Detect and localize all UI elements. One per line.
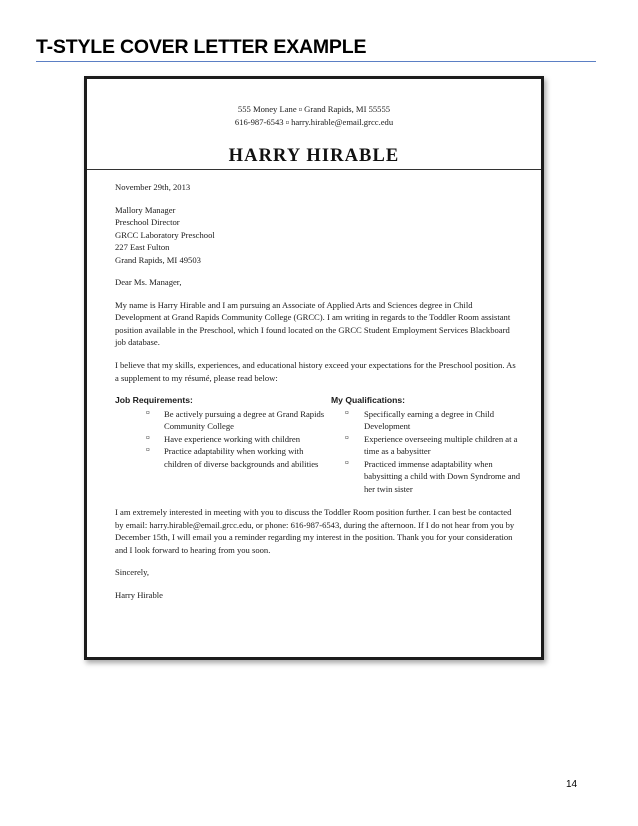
requirement-item [115, 445, 325, 470]
bullet-icon: ¤ [146, 432, 150, 442]
qualifications-heading: My Qualifications: [331, 395, 406, 406]
requirement-text: Practice adaptability when working with children of diverse backgrounds and abilities [164, 446, 319, 469]
bullet-icon: ¤ [146, 407, 150, 417]
requirement-item [115, 433, 325, 446]
email-address: harry.hirable@email.grcc.edu [291, 116, 394, 127]
recipient-line: Preschool Director [115, 217, 180, 228]
qualification-item [331, 408, 531, 433]
street-address: 555 Money Lane [237, 104, 297, 114]
separator-icon: ¤ [298, 106, 303, 114]
recipient-line: Mallory Manager [115, 204, 176, 215]
contact-line-1 [87, 103, 541, 116]
qualification-text: Practiced immense adaptability when babysitting a child with Down Syndrome and her twin sister [364, 458, 521, 494]
contact-block [87, 103, 541, 129]
contact-line-2 [87, 116, 541, 129]
bullet-icon: ¤ [345, 432, 349, 442]
qualification-text: Specifically earning a degree in Child Development [364, 408, 495, 432]
bullet-icon: ¤ [345, 457, 349, 467]
qualification-item [331, 458, 531, 496]
requirement-text: Have experience working with children [164, 433, 301, 444]
cover-letter-image [84, 76, 544, 660]
qualifications-column [331, 394, 531, 495]
t-table [115, 394, 521, 506]
recipient-line: Grand Rapids, MI 49503 [115, 254, 201, 265]
separator-icon: ¤ [285, 118, 290, 127]
job-requirements-heading: Job Requirements: [115, 395, 193, 406]
bullet-icon: ¤ [146, 445, 150, 455]
letter-body [115, 181, 521, 611]
page-title: T-STYLE COVER LETTER EXAMPLE [36, 36, 367, 58]
qualification-item [331, 433, 531, 458]
intro-paragraph: My name is Harry Hirable and I am pursuing an Associate of Applied Arts and Sciences degree in Child Development at Grand Rapids Community College (GRCC). I am writing in regards to the Toddler Room assistant position available in the Preschool, which I found located on the GRCC Student Employment Services Blackboard job database. [115, 299, 511, 348]
name-divider [87, 169, 541, 170]
bullet-icon: ¤ [345, 407, 349, 417]
recipient-line: GRCC Laboratory Preschool [115, 229, 215, 240]
salutation: Dear Ms. Manager, [115, 277, 182, 288]
letter-date: November 29th, 2013 [115, 182, 191, 192]
requirement-item [115, 408, 325, 433]
recipient-address [115, 204, 517, 267]
signature-name: Harry Hirable [115, 589, 163, 600]
city-state-zip: Grand Rapids, MI 55555 [304, 104, 391, 114]
complimentary-close: Sincerely, [115, 567, 150, 578]
qualification-text: Experience overseeing multiple children at a time as a babysitter [364, 433, 518, 457]
page-number: 14 [566, 779, 578, 790]
closing-paragraph: I am extremely interested in meeting with you to discuss the Toddler Room position further. I can best be contacted by email: harry.hirable@email.grcc.edu, or phone: 616-987-6543, during the afternoon. If I do not hear from you by December 15th, I will email you a reminder regarding my interest in the position. Thank you for your consideration and I look forward to hearing from you soon. [115, 507, 515, 555]
recipient-line: 227 East Fulton [115, 242, 170, 253]
phone-number: 616-987-6543 [234, 116, 284, 127]
supplement-paragraph: I believe that my skills, experiences, and educational history exceed your expectations for the Preschool position. As a supplement to my résumé, please read below: [115, 360, 516, 383]
requirement-text: Be actively pursuing a degree at Grand Rapids Community College [164, 408, 325, 432]
title-underline [36, 61, 596, 62]
applicant-name: HARRY HIRABLE [228, 146, 400, 166]
job-requirements-column [115, 394, 325, 470]
